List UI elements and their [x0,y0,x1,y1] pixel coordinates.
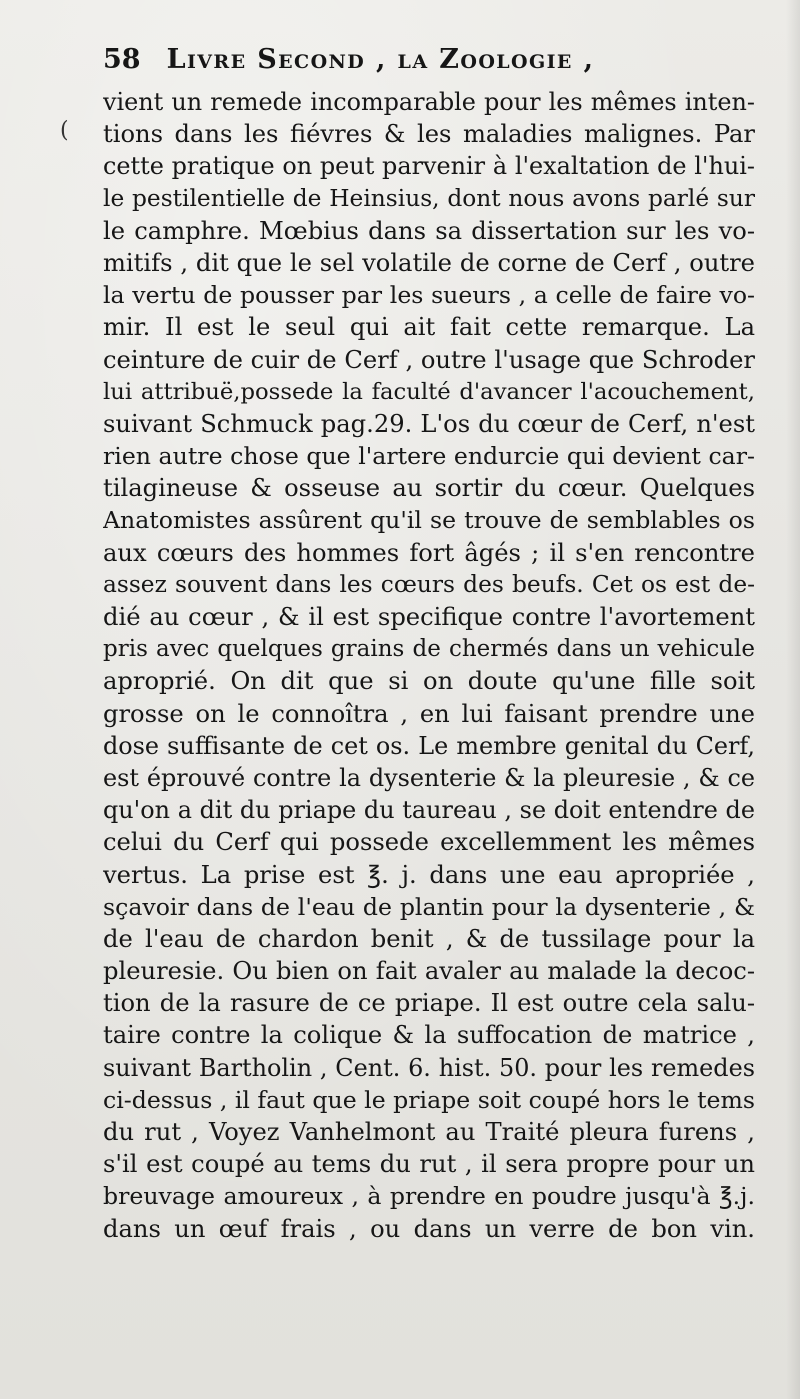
text-line: est éprouvé contre la dysenterie & la pleuresie , & ce [103,763,755,792]
text-line: dié au cœur , & il est specifique contre l'avortement [103,603,755,631]
text-line: sçavoir dans de l'eau de plantin pour la dysenterie , & [103,892,755,921]
text-line: cette pratique on peut parvenir à l'exaltation de l'hui- [103,152,755,181]
text-line: grosse on le connoîtra , en lui faisant prendre une [103,699,755,728]
text-line: assez souvent dans les cœurs des beufs. Cet os est de- [103,570,755,598]
text-line: tion de la rasure de ce priape. Il est outre cela salu- [103,989,755,1018]
text-line: la vertu de pousser par les sueurs , a celle de faire vo- [103,281,755,310]
text-line: vient un remede incomparable pour les mêmes inten- [103,88,755,116]
margin-mark: ( [60,118,69,143]
text-line: tilagineuse & osseuse au sortir du cœur. Quelques [103,474,755,503]
text-line: lui attribuë,possede la faculté d'avancer l'acouchement, [103,378,755,405]
text-line: pleuresie. Ou bien on fait avaler au malade la decoc- [103,957,755,986]
text-line: celui du Cerf qui possede excellemment les mêmes [103,828,755,857]
text-line: le pestilentielle de Heinsius, dont nous avons parlé sur [103,184,755,212]
text-line: dans un œuf frais , ou dans un verre de bon vin. [103,1214,755,1243]
page-header [103,44,673,90]
text-line: dose suffisante de cet os. Le membre genital du Cerf, [103,731,755,760]
text-line: vertus. La prise est ℥. j. dans une eau apropriée , [103,860,755,889]
text-line: suivant Bartholin , Cent. 6. hist. 50. pour les remedes [103,1053,755,1082]
text-line: Anatomistes assûrent qu'il se trouve de semblables os [103,506,755,535]
text-line: ceinture de cuir de Cerf , outre l'usage que Schroder [103,345,755,374]
text-line: tions dans les fiévres & les maladies malignes. Par [103,120,755,149]
text-line: du rut , Voyez Vanhelmont au Traité pleura furens , [103,1118,755,1146]
text-line: taire contre la colique & la suffocation de matrice , [103,1021,755,1050]
text-line: de l'eau de chardon benit , & de tussilage pour la [103,924,755,953]
page-number: 58 [103,44,141,75]
text-line: le camphre. Mœbius dans sa dissertation sur les vo- [103,216,755,245]
text-line: suivant Schmuck pag.29. L'os du cœur de Cerf, n'est [103,409,755,438]
text-line: rien autre chose que l'artere endurcie qui devient car- [103,442,755,471]
text-line: qu'on a dit du priape du taureau , se doit entendre de [103,796,755,825]
text-line: mir. Il est le seul qui ait fait cette remarque. La [103,313,755,342]
body-text [103,86,755,1245]
text-line: s'il est coupé au tems du rut , il sera propre pour un [103,1150,755,1179]
text-line: pris avec quelques grains de chermés dans un vehicule [103,636,755,663]
text-line: breuvage amoureux , à prendre en poudre jusqu'à ℥.j. [103,1182,755,1211]
text-line: mitifs , dit que le sel volatile de corne de Cerf , outre [103,248,755,277]
text-line: aux cœurs des hommes fort âgés ; il s'en rencontre [103,538,755,567]
running-title: Livre Second , la Zoologie , [166,44,595,75]
text-line: ci-dessus , il faut que le priape soit coupé hors le tems [103,1085,755,1114]
text-line: aproprié. On dit que si on doute qu'une fille soit [103,667,755,696]
